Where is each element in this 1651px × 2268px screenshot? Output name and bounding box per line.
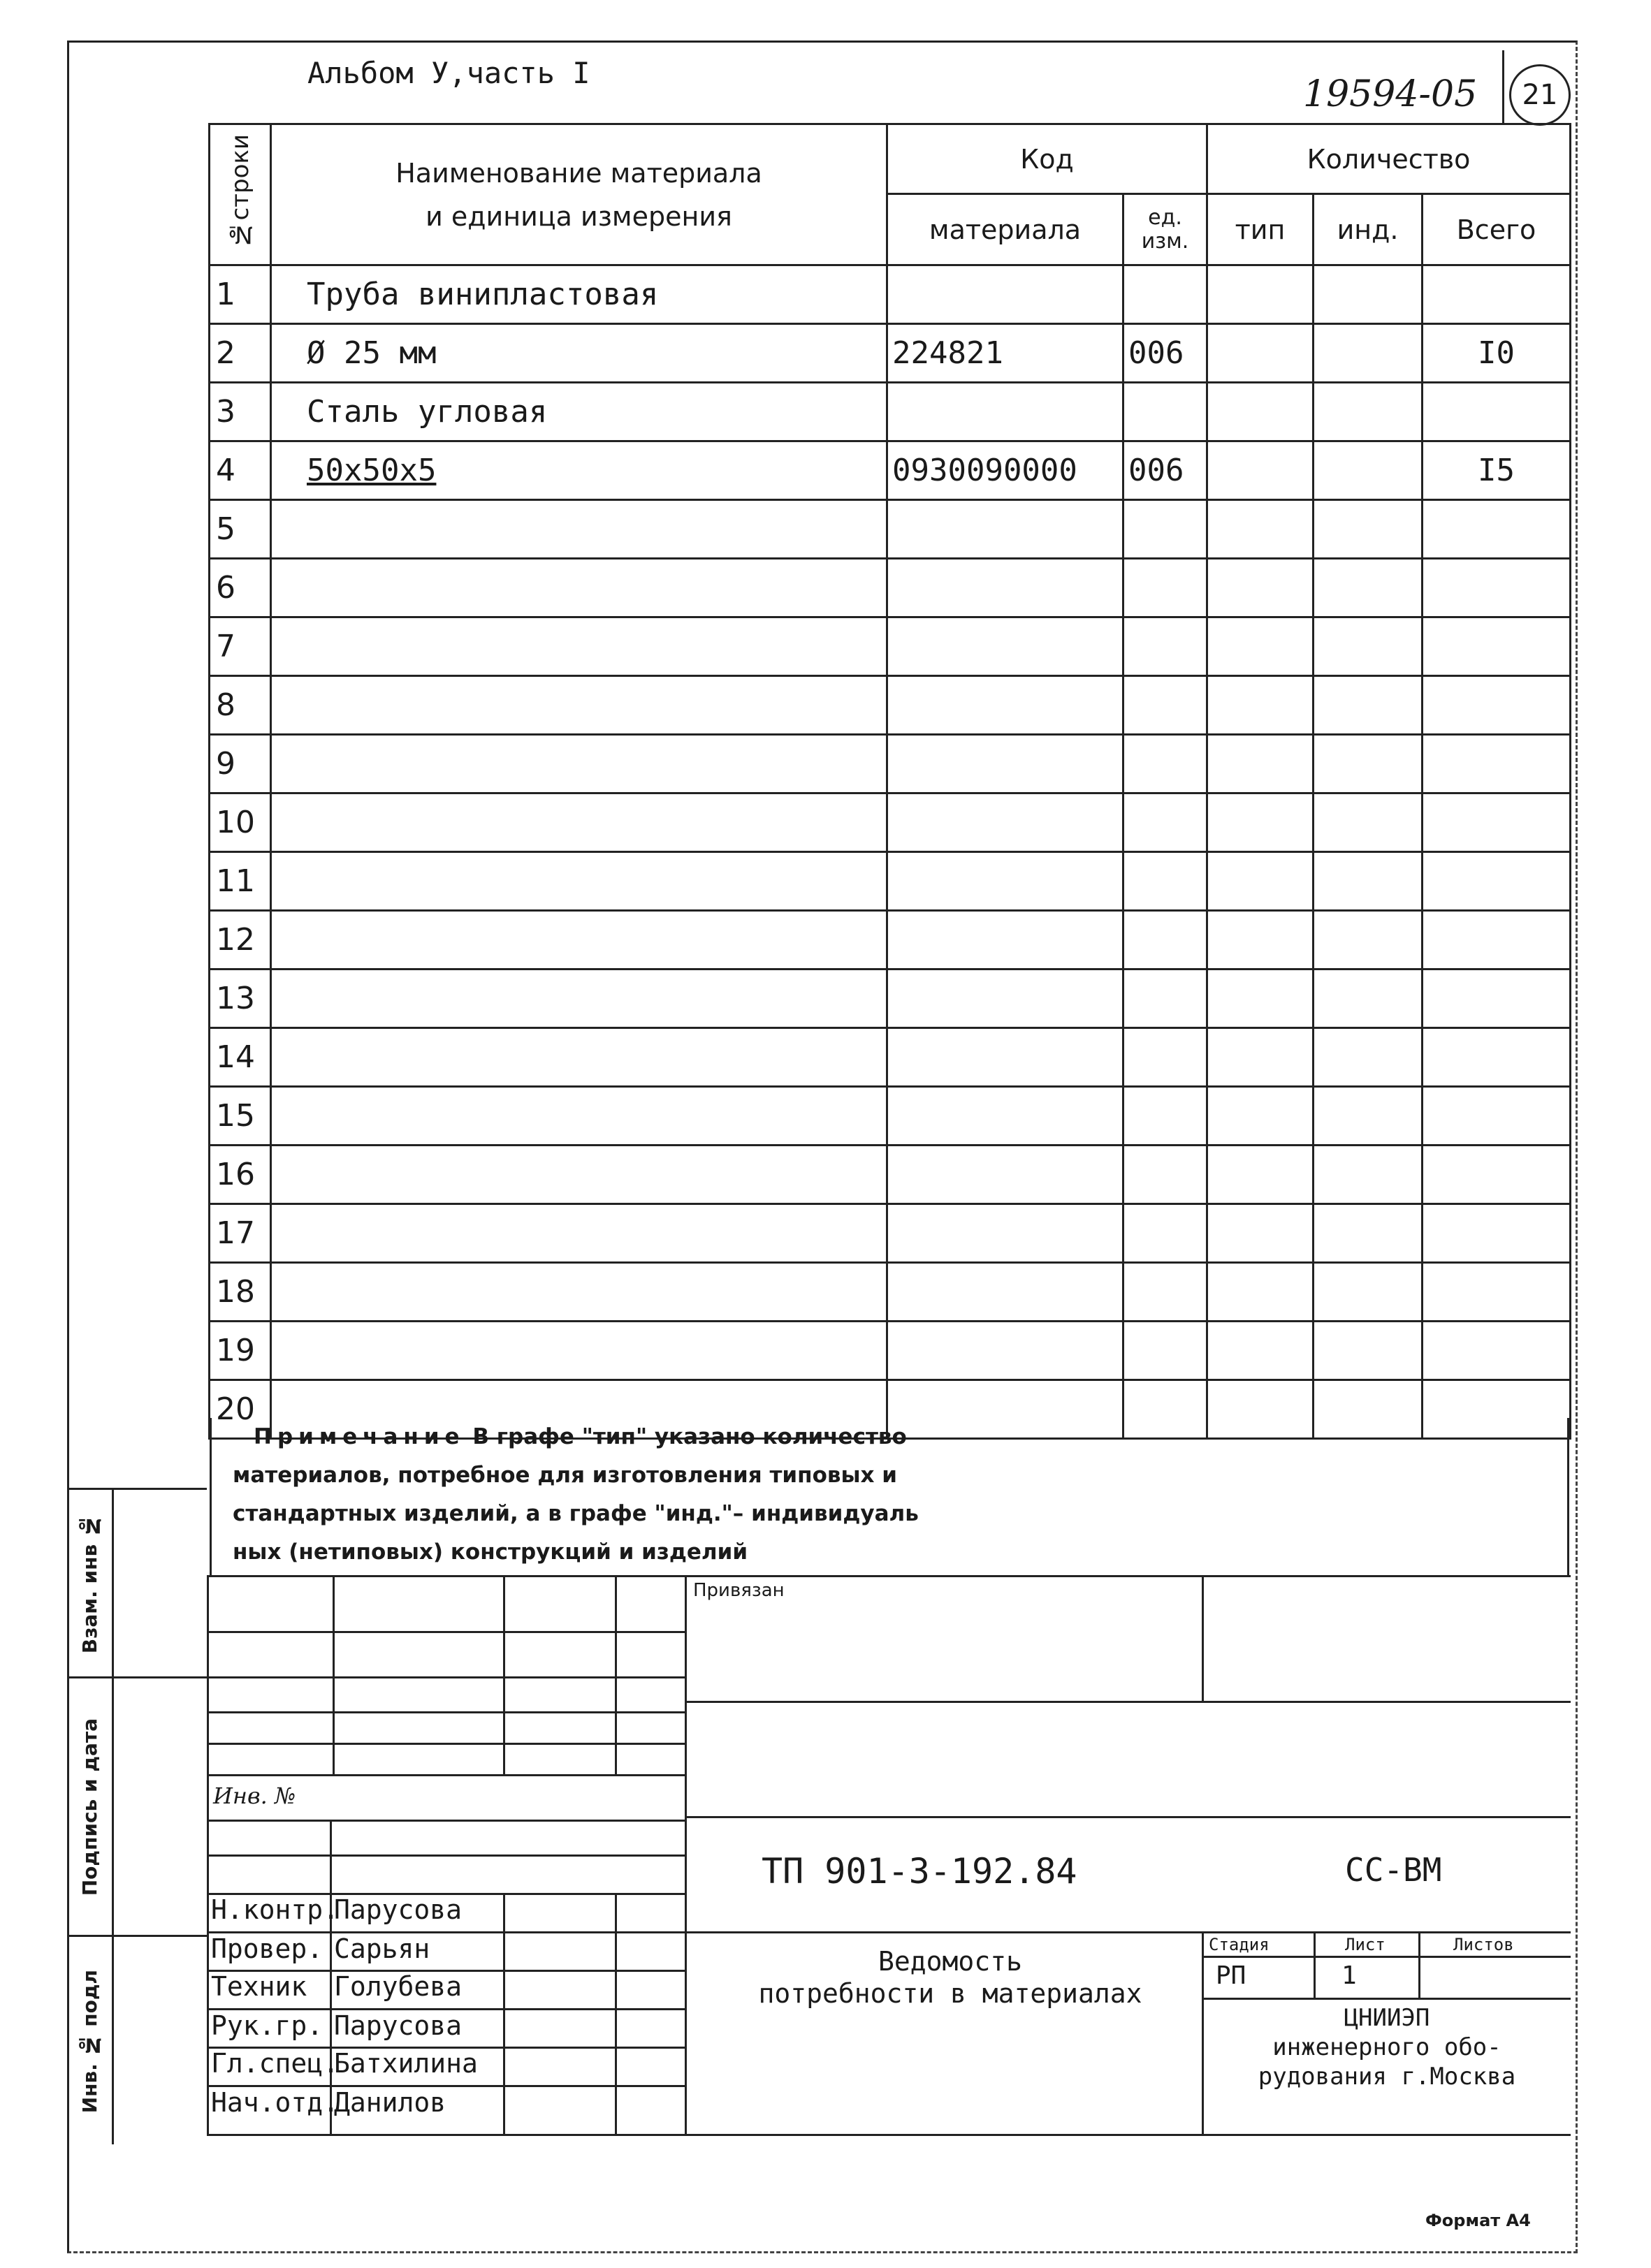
material-name <box>271 1087 887 1146</box>
qty-type <box>1207 1087 1314 1146</box>
table-row <box>210 793 1571 852</box>
side-line <box>67 1935 207 1937</box>
unit-code <box>1123 793 1207 852</box>
material-code <box>887 383 1123 441</box>
table-row <box>210 265 1571 324</box>
header-name: Наименование материала и единица измерения <box>271 124 887 265</box>
qty-ind <box>1314 793 1423 852</box>
list-value: 1 <box>1341 1961 1357 1990</box>
header-quantity: Количество <box>1207 124 1571 194</box>
qty-total <box>1423 735 1571 793</box>
header-material: материала <box>887 194 1123 265</box>
material-code <box>887 1322 1123 1380</box>
qty-ind <box>1314 1322 1423 1380</box>
row-number: 5 <box>210 500 271 559</box>
note-line-1: В графе "тип" указано количество <box>472 1424 907 1449</box>
unit-code <box>1123 1087 1207 1146</box>
qty-type <box>1207 911 1314 970</box>
unit-code <box>1123 265 1207 324</box>
qty-type <box>1207 852 1314 911</box>
signatory-role: Рук.гр. <box>211 2010 323 2041</box>
header-code: Код <box>887 124 1207 194</box>
qty-type <box>1207 1263 1314 1322</box>
unit-code <box>1123 617 1207 676</box>
stamp-line <box>1202 1931 1204 2134</box>
side-line <box>112 1488 114 2144</box>
material-name <box>271 1322 887 1380</box>
row-number: 7 <box>210 617 271 676</box>
header-divider <box>1502 50 1504 123</box>
qty-total <box>1423 852 1571 911</box>
material-name: Сталь угловая <box>271 383 887 441</box>
table-row <box>210 1028 1571 1087</box>
material-code: 224821 <box>887 324 1123 383</box>
unit-code <box>1123 559 1207 617</box>
signatory-name: Данилов <box>334 2087 446 2118</box>
table-row <box>210 500 1571 559</box>
qty-total <box>1423 265 1571 324</box>
stamp-line <box>207 2134 1571 2136</box>
signatory-role: Техник <box>211 1971 307 2002</box>
material-code <box>887 617 1123 676</box>
row-number: 20 <box>210 1380 271 1439</box>
stamp-line <box>503 1893 505 2134</box>
qty-ind <box>1314 441 1423 500</box>
unit-code <box>1123 852 1207 911</box>
qty-ind <box>1314 324 1423 383</box>
material-code <box>887 970 1123 1028</box>
table-row <box>210 1204 1571 1263</box>
side-line <box>67 1676 207 1678</box>
table-row <box>210 1146 1571 1204</box>
material-name <box>271 1204 887 1263</box>
signatory-name: Батхилина <box>334 2048 478 2079</box>
stamp-line <box>207 1575 1571 1577</box>
note-line-3: стандартных изделий, а в графе "инд."– индивидуаль <box>233 1501 919 1526</box>
row-number: 10 <box>210 793 271 852</box>
qty-ind <box>1314 1263 1423 1322</box>
privyazan-label: Привязан <box>693 1580 785 1601</box>
table-row <box>210 676 1571 735</box>
qty-ind <box>1314 559 1423 617</box>
row-number: 17 <box>210 1204 271 1263</box>
qty-total: I0 <box>1423 324 1571 383</box>
row-number: 9 <box>210 735 271 793</box>
row-number: 13 <box>210 970 271 1028</box>
table-row <box>210 617 1571 676</box>
table-row <box>210 1322 1571 1380</box>
note-line-4: ных (нетиповых) конструкций и изделий <box>233 1539 748 1565</box>
row-number: 19 <box>210 1322 271 1380</box>
stamp-line <box>207 1774 686 1776</box>
qty-type <box>1207 1322 1314 1380</box>
signatory-name: Сарьян <box>334 1933 430 1964</box>
material-code <box>887 1204 1123 1263</box>
material-code <box>887 1028 1123 1087</box>
qty-total <box>1423 1322 1571 1380</box>
lists-header: Листов <box>1453 1935 1514 1954</box>
qty-type <box>1207 1028 1314 1087</box>
material-code <box>887 735 1123 793</box>
qty-type <box>1207 1204 1314 1263</box>
signatory-role: Нач.отд. <box>211 2087 340 2118</box>
stamp-line <box>1314 1931 1316 1998</box>
material-name <box>271 1263 887 1322</box>
signatory-role: Гл.спец. <box>211 2048 340 2079</box>
signatory-name: Парусова <box>334 2010 463 2041</box>
material-code <box>887 1146 1123 1204</box>
qty-type <box>1207 735 1314 793</box>
material-name <box>271 617 887 676</box>
header-ind: инд. <box>1314 194 1423 265</box>
signatory-name: Голубева <box>334 1971 463 2002</box>
material-code <box>887 559 1123 617</box>
header-total: Всего <box>1423 194 1571 265</box>
sheet-code: СС-ВМ <box>1345 1851 1442 1889</box>
qty-type <box>1207 265 1314 324</box>
unit-code <box>1123 1028 1207 1087</box>
row-number: 2 <box>210 324 271 383</box>
side-podpis: Подпись и дата <box>78 1718 101 1896</box>
unit-code: 006 <box>1123 324 1207 383</box>
qty-total <box>1423 617 1571 676</box>
row-number: 4 <box>210 441 271 500</box>
row-number: 12 <box>210 911 271 970</box>
stamp-line <box>615 1575 617 1774</box>
material-name <box>271 1146 887 1204</box>
note-line-2: материалов, потребное для изготовления типовых и <box>233 1463 898 1488</box>
unit-code <box>1123 1146 1207 1204</box>
material-code: 0930090000 <box>887 441 1123 500</box>
document-title: Ведомость потребности в материалах <box>758 1946 1142 2009</box>
table-row <box>210 911 1571 970</box>
qty-total <box>1423 500 1571 559</box>
row-number: 11 <box>210 852 271 911</box>
qty-ind <box>1314 1028 1423 1087</box>
stamp-line <box>1202 1956 1571 1958</box>
stamp-line <box>685 1931 1571 1933</box>
unit-code <box>1123 735 1207 793</box>
table-row <box>210 735 1571 793</box>
unit-code <box>1123 500 1207 559</box>
stamp-line <box>685 1701 1571 1703</box>
row-number: 18 <box>210 1263 271 1322</box>
material-name <box>271 852 887 911</box>
qty-ind <box>1314 970 1423 1028</box>
qty-ind <box>1314 911 1423 970</box>
unit-code <box>1123 970 1207 1028</box>
row-number: 1 <box>210 265 271 324</box>
qty-total <box>1423 1204 1571 1263</box>
unit-code <box>1123 911 1207 970</box>
header-type: тип <box>1207 194 1314 265</box>
note-block <box>210 1418 1569 1575</box>
qty-ind <box>1314 852 1423 911</box>
list-header: Лист <box>1345 1935 1385 1954</box>
unit-code <box>1123 1322 1207 1380</box>
material-code <box>887 852 1123 911</box>
material-name: Ø 25 мм <box>271 324 887 383</box>
stamp-line <box>615 1893 617 2134</box>
material-code <box>887 265 1123 324</box>
row-number: 16 <box>210 1146 271 1204</box>
material-code <box>887 793 1123 852</box>
material-name <box>271 559 887 617</box>
qty-ind <box>1314 500 1423 559</box>
table-row <box>210 970 1571 1028</box>
stamp-line <box>1202 1998 1571 2000</box>
qty-type <box>1207 500 1314 559</box>
note-title: Примечание <box>254 1424 465 1449</box>
sheet-number-circle: 21 <box>1509 64 1571 126</box>
material-code <box>887 911 1123 970</box>
table-row <box>210 852 1571 911</box>
qty-type <box>1207 793 1314 852</box>
side-line <box>67 1488 207 1490</box>
album-label: Альбом У,часть I <box>307 56 590 90</box>
unit-code <box>1123 676 1207 735</box>
table-row <box>210 383 1571 441</box>
qty-total <box>1423 676 1571 735</box>
table-row <box>210 559 1571 617</box>
qty-ind <box>1314 617 1423 676</box>
qty-total <box>1423 793 1571 852</box>
stamp-line <box>503 1575 505 1774</box>
qty-type <box>1207 383 1314 441</box>
row-number: 3 <box>210 383 271 441</box>
material-code <box>887 1087 1123 1146</box>
material-name <box>271 970 887 1028</box>
stage-value: РП <box>1216 1961 1246 1990</box>
stamp-line <box>333 1575 335 1774</box>
stamp-line <box>1202 1575 1204 1701</box>
material-code <box>887 676 1123 735</box>
side-inv: Инв. № подл <box>78 1969 101 2114</box>
qty-ind <box>1314 1146 1423 1204</box>
material-name <box>271 911 887 970</box>
qty-type <box>1207 970 1314 1028</box>
qty-type <box>1207 441 1314 500</box>
unit-code <box>1123 1263 1207 1322</box>
qty-ind <box>1314 1087 1423 1146</box>
signatory-role: Провер. <box>211 1933 323 1964</box>
table-row <box>210 1087 1571 1146</box>
stage-header: Стадия <box>1209 1935 1270 1954</box>
format-label: Формат А4 <box>1425 2211 1531 2230</box>
table-row <box>210 1263 1571 1322</box>
qty-type <box>1207 324 1314 383</box>
qty-total <box>1423 970 1571 1028</box>
qty-total <box>1423 1087 1571 1146</box>
qty-total: I5 <box>1423 441 1571 500</box>
signatory-name: Парусова <box>334 1894 463 1925</box>
stamp-line <box>207 1854 686 1857</box>
side-vzam: Взам. инв № <box>78 1514 101 1654</box>
row-number: 6 <box>210 559 271 617</box>
qty-type <box>1207 676 1314 735</box>
material-name <box>271 793 887 852</box>
materials-table <box>208 123 1571 1440</box>
table-row <box>210 324 1571 383</box>
qty-type <box>1207 559 1314 617</box>
unit-code <box>1123 1204 1207 1263</box>
header-unit: ед. изм. <box>1123 194 1207 265</box>
qty-total <box>1423 1028 1571 1087</box>
qty-ind <box>1314 1204 1423 1263</box>
material-name <box>271 676 887 735</box>
stamp-line <box>1418 1931 1420 1998</box>
qty-total <box>1423 559 1571 617</box>
material-name: Труба винипластовая <box>271 265 887 324</box>
project-code: ТП 901-3-192.84 <box>762 1851 1077 1892</box>
material-code <box>887 500 1123 559</box>
header-rownum: №строки <box>210 124 271 265</box>
qty-type <box>1207 1146 1314 1204</box>
table-row <box>210 441 1571 500</box>
organization: ЦНИИЭП инженерного обо- рудования г.Москва <box>1258 2004 1516 2091</box>
material-name <box>271 735 887 793</box>
material-name <box>271 500 887 559</box>
stamp-line <box>207 1820 686 1822</box>
qty-total <box>1423 383 1571 441</box>
material-name <box>271 1028 887 1087</box>
qty-total <box>1423 1263 1571 1322</box>
row-number: 15 <box>210 1087 271 1146</box>
unit-code <box>1123 383 1207 441</box>
inv-no-label: Инв. № <box>213 1783 296 1809</box>
signatory-role: Н.контр. <box>211 1894 340 1925</box>
qty-ind <box>1314 383 1423 441</box>
qty-ind <box>1314 265 1423 324</box>
unit-code: 006 <box>1123 441 1207 500</box>
qty-ind <box>1314 676 1423 735</box>
stamp-line <box>685 1816 1571 1818</box>
row-number: 14 <box>210 1028 271 1087</box>
qty-total <box>1423 911 1571 970</box>
qty-total <box>1423 1146 1571 1204</box>
doc-number: 19594-05 <box>1303 73 1478 115</box>
row-number: 8 <box>210 676 271 735</box>
qty-type <box>1207 617 1314 676</box>
material-code <box>887 1263 1123 1322</box>
material-name: 50x50x5 <box>271 441 887 500</box>
qty-ind <box>1314 735 1423 793</box>
